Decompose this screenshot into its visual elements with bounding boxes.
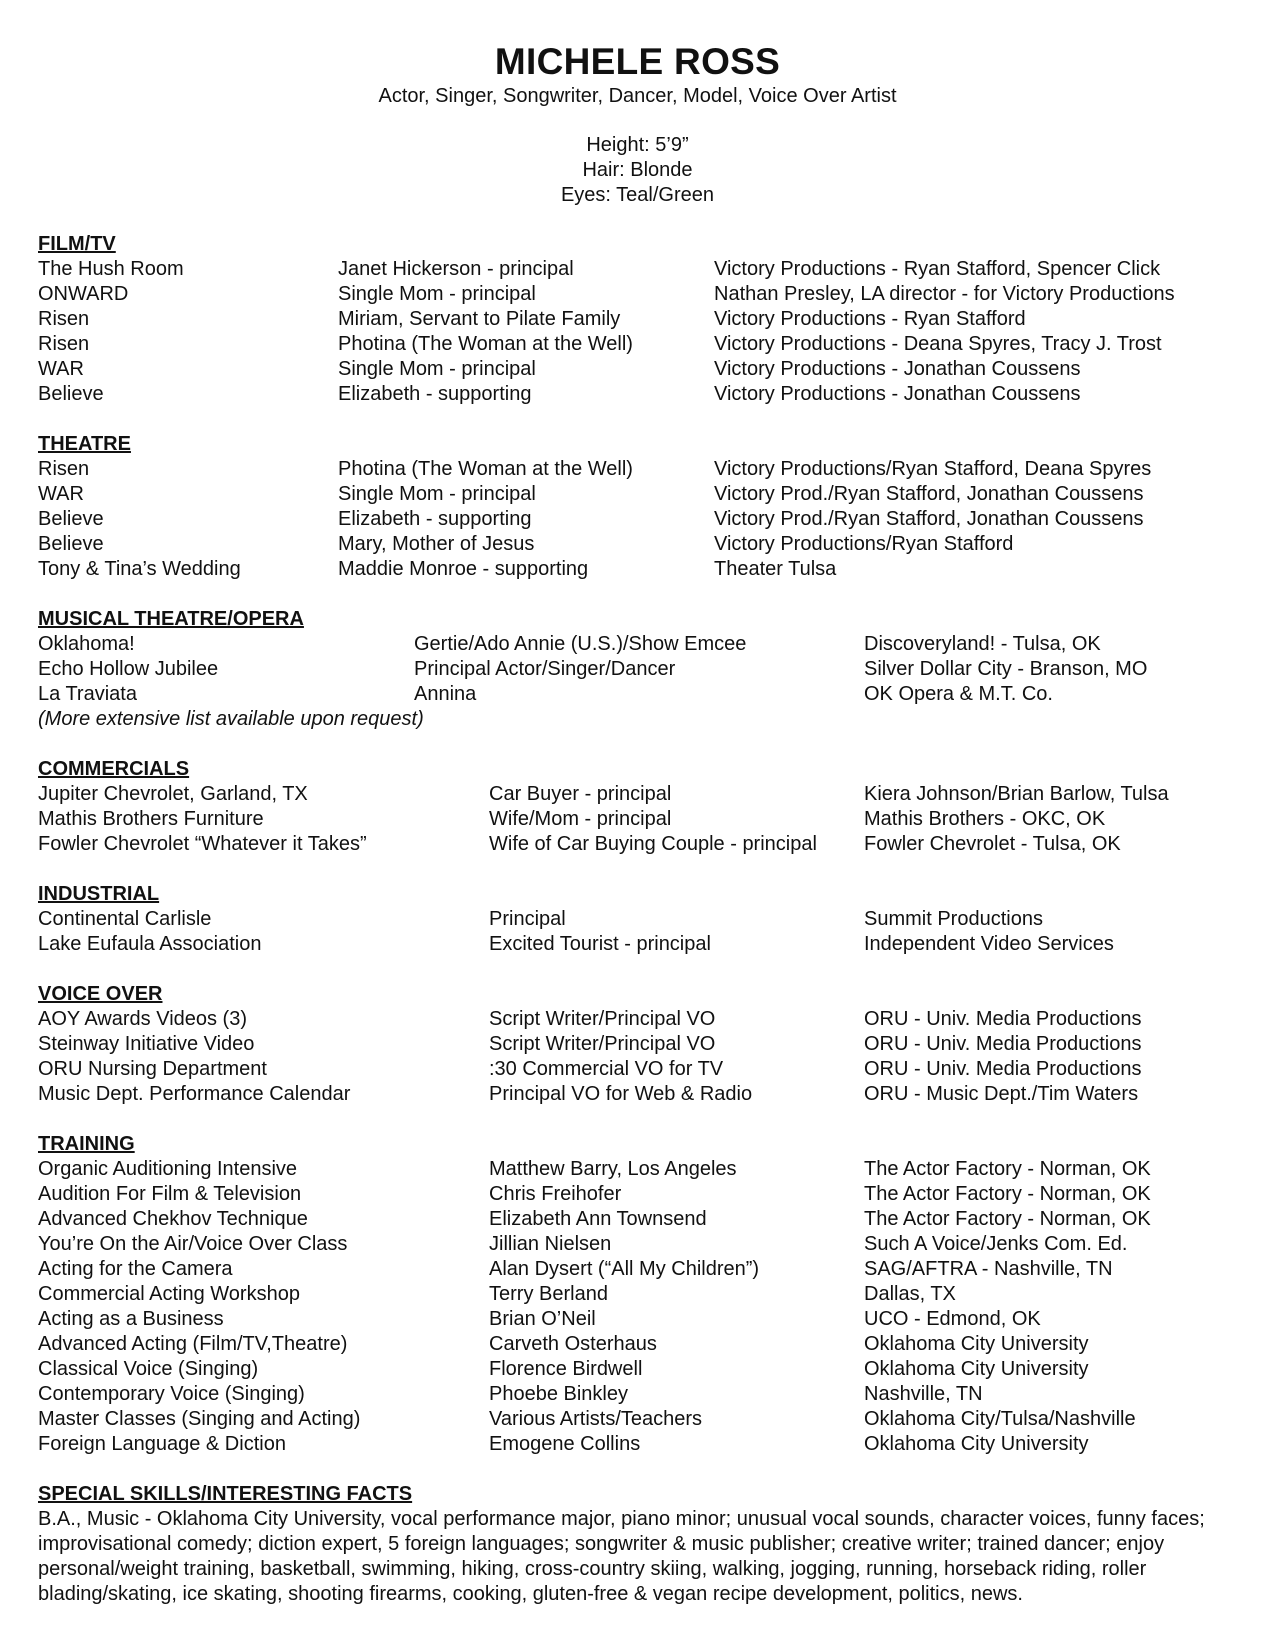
- height-stat: Height: 5’9”: [586, 134, 689, 156]
- credit-project: La Traviata: [38, 683, 137, 705]
- credit-company: ORU - Music Dept./Tim Waters: [864, 1083, 1139, 1105]
- credit-list: [38, 632, 1248, 707]
- credit-row: [38, 257, 1248, 282]
- eyes-stat: Eyes: Teal/Green: [560, 184, 715, 206]
- more-list-note: (More extensive list available upon request): [38, 708, 424, 730]
- credit-project: Tony & Tina’s Wedding: [38, 558, 241, 580]
- credit-company: Mathis Brothers - OKC, OK: [864, 808, 1106, 830]
- credit-project: Believe: [38, 508, 104, 530]
- credit-role: Janet Hickerson - principal: [338, 258, 574, 280]
- section-voice-over: [38, 982, 1248, 1107]
- credit-row: [38, 1282, 1248, 1307]
- credit-row: [38, 332, 1248, 357]
- credit-project: ORU Nursing Department: [38, 1058, 267, 1080]
- credit-row: [38, 832, 1248, 857]
- credit-row: [38, 682, 1248, 707]
- credit-project: Master Classes (Singing and Acting): [38, 1408, 361, 1430]
- credit-project: Echo Hollow Jubilee: [38, 658, 219, 680]
- credit-row: [38, 1057, 1248, 1082]
- credit-role: Florence Birdwell: [489, 1358, 643, 1380]
- credit-project: Steinway Initiative Video: [38, 1033, 255, 1055]
- credit-project: Classical Voice (Singing): [38, 1358, 259, 1380]
- credit-row: [38, 1007, 1248, 1032]
- section-commercials: [38, 757, 1248, 857]
- section-theatre: [38, 432, 1248, 582]
- section-title: COMMERCIALS: [38, 758, 190, 780]
- credit-company: Victory Productions - Jonathan Coussens: [714, 383, 1081, 405]
- credit-project: Contemporary Voice (Singing): [38, 1383, 305, 1405]
- credit-project: Believe: [38, 533, 104, 555]
- credit-row: [38, 557, 1248, 582]
- credit-role: Script Writer/Principal VO: [489, 1033, 716, 1055]
- actor-name: MICHELE ROSS: [494, 41, 781, 82]
- section-industrial: [38, 882, 1248, 957]
- credit-role: Car Buyer - principal: [489, 783, 672, 805]
- credit-company: OK Opera & M.T. Co.: [864, 683, 1053, 705]
- credit-row: [38, 1332, 1248, 1357]
- credit-company: Summit Productions: [864, 908, 1043, 930]
- credit-company: Such A Voice/Jenks Com. Ed.: [864, 1233, 1128, 1255]
- credit-row: [38, 457, 1248, 482]
- credit-role: Single Mom - principal: [338, 358, 536, 380]
- section-title: TRAINING: [38, 1133, 135, 1155]
- credit-company: Silver Dollar City - Branson, MO: [864, 658, 1148, 680]
- credit-role: Excited Tourist - principal: [489, 933, 711, 955]
- resume-header: [0, 40, 1275, 208]
- credit-role: Elizabeth Ann Townsend: [489, 1208, 707, 1230]
- credit-role: Maddie Monroe - supporting: [338, 558, 589, 580]
- credit-role: Phoebe Binkley: [489, 1383, 628, 1405]
- credit-project: Jupiter Chevrolet, Garland, TX: [38, 783, 308, 805]
- credit-role: Emogene Collins: [489, 1433, 641, 1455]
- section-title: VOICE OVER: [38, 983, 163, 1005]
- section-musical-theatre: [38, 607, 1248, 732]
- credit-role: Alan Dysert (“All My Children”): [489, 1258, 760, 1280]
- credit-company: Victory Prod./Ryan Stafford, Jonathan Coussens: [714, 483, 1144, 505]
- credit-project: Music Dept. Performance Calendar: [38, 1083, 351, 1105]
- credit-project: Organic Auditioning Intensive: [38, 1158, 298, 1180]
- credit-row: [38, 1082, 1248, 1107]
- credit-project: AOY Awards Videos (3): [38, 1008, 248, 1030]
- credit-project: Risen: [38, 308, 90, 330]
- credit-role: Chris Freihofer: [489, 1183, 622, 1205]
- credit-company: Oklahoma City University: [864, 1433, 1089, 1455]
- credit-role: Script Writer/Principal VO: [489, 1008, 716, 1030]
- credit-row: [38, 1157, 1248, 1182]
- credit-company: Fowler Chevrolet - Tulsa, OK: [864, 833, 1121, 855]
- credit-list: [38, 457, 1248, 582]
- section-film-tv: [38, 232, 1248, 407]
- credit-company: ORU - Univ. Media Productions: [864, 1008, 1142, 1030]
- credit-row: [38, 1432, 1248, 1457]
- credit-role: Photina (The Woman at the Well): [338, 458, 633, 480]
- resume-body: [38, 232, 1248, 1632]
- credit-role: Elizabeth - supporting: [338, 383, 532, 405]
- credit-list: [38, 782, 1248, 857]
- credit-company: Victory Productions - Ryan Stafford, Spencer Click: [714, 258, 1161, 280]
- credit-list: [38, 1157, 1248, 1457]
- section-title: SPECIAL SKILLS/INTERESTING FACTS: [38, 1483, 413, 1505]
- credit-role: Elizabeth - supporting: [338, 508, 532, 530]
- credit-role: Matthew Barry, Los Angeles: [489, 1158, 737, 1180]
- section-training: [38, 1132, 1248, 1457]
- credit-company: ORU - Univ. Media Productions: [864, 1058, 1142, 1080]
- credit-role: Wife of Car Buying Couple - principal: [489, 833, 817, 855]
- credit-role: Jillian Nielsen: [489, 1233, 612, 1255]
- credit-project: ONWARD: [38, 283, 129, 305]
- credit-role: Mary, Mother of Jesus: [338, 533, 535, 555]
- credit-row: [38, 807, 1248, 832]
- credit-company: Discoveryland! - Tulsa, OK: [864, 633, 1101, 655]
- credit-role: Principal: [489, 908, 566, 930]
- credit-row: [38, 507, 1248, 532]
- credit-list: [38, 1007, 1248, 1107]
- credit-project: Advanced Chekhov Technique: [38, 1208, 308, 1230]
- credit-company: UCO - Edmond, OK: [864, 1308, 1041, 1330]
- credit-company: Dallas, TX: [864, 1283, 956, 1305]
- credit-company: Oklahoma City University: [864, 1358, 1089, 1380]
- credit-project: Advanced Acting (Film/TV,Theatre): [38, 1333, 348, 1355]
- section-title: THEATRE: [38, 433, 131, 455]
- credit-company: SAG/AFTRA - Nashville, TN: [864, 1258, 1113, 1280]
- credit-project: Audition For Film & Television: [38, 1183, 302, 1205]
- credit-role: Annina: [414, 683, 477, 705]
- credit-project: Acting as a Business: [38, 1308, 224, 1330]
- credit-row: [38, 382, 1248, 407]
- section-title: FILM/TV: [38, 233, 116, 255]
- credit-project: Acting for the Camera: [38, 1258, 233, 1280]
- credit-company: Oklahoma City University: [864, 1333, 1089, 1355]
- credit-company: Victory Prod./Ryan Stafford, Jonathan Coussens: [714, 508, 1144, 530]
- credit-role: Brian O’Neil: [489, 1308, 596, 1330]
- credit-list: [38, 257, 1248, 407]
- credit-company: Nashville, TN: [864, 1383, 983, 1405]
- credit-company: Nathan Presley, LA director - for Victory Productions: [714, 283, 1175, 305]
- credit-row: [38, 1407, 1248, 1432]
- actor-titles: Actor, Singer, Songwriter, Dancer, Model, Voice Over Artist: [378, 85, 897, 107]
- physical-stats: [0, 133, 1275, 208]
- credit-company: Victory Productions/Ryan Stafford: [714, 533, 1014, 555]
- credit-row: [38, 632, 1248, 657]
- credit-row: [38, 357, 1248, 382]
- credit-project: Foreign Language & Diction: [38, 1433, 286, 1455]
- credit-row: [38, 1232, 1248, 1257]
- credit-role: :30 Commercial VO for TV: [489, 1058, 724, 1080]
- section-title: INDUSTRIAL: [38, 883, 160, 905]
- credit-row: [38, 307, 1248, 332]
- credit-company: The Actor Factory - Norman, OK: [864, 1158, 1151, 1180]
- credit-project: Continental Carlisle: [38, 908, 212, 930]
- credit-role: Miriam, Servant to Pilate Family: [338, 308, 621, 330]
- credit-company: Victory Productions - Deana Spyres, Tracy J. Trost: [714, 333, 1162, 355]
- credit-row: [38, 657, 1248, 682]
- credit-row: [38, 782, 1248, 807]
- credit-project: WAR: [38, 358, 84, 380]
- credit-company: Victory Productions - Jonathan Coussens: [714, 358, 1081, 380]
- credit-company: Independent Video Services: [864, 933, 1114, 955]
- credit-company: Oklahoma City/Tulsa/Nashville: [864, 1408, 1136, 1430]
- credit-project: You’re On the Air/Voice Over Class: [38, 1233, 348, 1255]
- credit-role: Gertie/Ado Annie (U.S.)/Show Emcee: [414, 633, 747, 655]
- section-title: MUSICAL THEATRE/OPERA: [38, 608, 304, 630]
- credit-row: [38, 1257, 1248, 1282]
- credit-row: [38, 1382, 1248, 1407]
- credit-role: Wife/Mom - principal: [489, 808, 672, 830]
- credit-project: Mathis Brothers Furniture: [38, 808, 264, 830]
- credit-row: [38, 1207, 1248, 1232]
- section-special-skills: [38, 1482, 1248, 1607]
- credit-role: Single Mom - principal: [338, 483, 536, 505]
- credit-company: Victory Productions/Ryan Stafford, Deana Spyres: [714, 458, 1152, 480]
- credit-company: The Actor Factory - Norman, OK: [864, 1183, 1151, 1205]
- credit-row: [38, 907, 1248, 932]
- credit-row: [38, 1307, 1248, 1332]
- credit-row: [38, 1032, 1248, 1057]
- credit-project: Risen: [38, 333, 90, 355]
- hair-stat: Hair: Blonde: [582, 159, 693, 181]
- credit-role: Terry Berland: [489, 1283, 608, 1305]
- credit-role: Carveth Osterhaus: [489, 1333, 657, 1355]
- credit-project: Risen: [38, 458, 90, 480]
- credit-company: Victory Productions - Ryan Stafford: [714, 308, 1026, 330]
- credit-list: [38, 907, 1248, 957]
- credit-row: [38, 532, 1248, 557]
- credit-project: Fowler Chevrolet “Whatever it Takes”: [38, 833, 367, 855]
- credit-company: ORU - Univ. Media Productions: [864, 1033, 1142, 1055]
- credit-project: Believe: [38, 383, 104, 405]
- credit-role: Photina (The Woman at the Well): [338, 333, 633, 355]
- skills-paragraph: B.A., Music - Oklahoma City University, vocal performance major, piano minor; unusual vocal sounds, character voices, funny faces; improvisational comedy; diction expert, 5 foreign languages; songwriter & music publisher; creative writer; trained dancer; enjoy personal/weight training, basketball, swimming, hiking, cross-country skiing, walking, jogging, running, horseback riding, roller blading/skating, ice skating, shooting firearms, cooking, gluten-free & vegan recipe development, politics, news.: [38, 1508, 1205, 1605]
- credit-project: Commercial Acting Workshop: [38, 1283, 300, 1305]
- credit-company: Theater Tulsa: [714, 558, 837, 580]
- credit-row: [38, 1182, 1248, 1207]
- credit-project: Oklahoma!: [38, 633, 135, 655]
- credit-row: [38, 1357, 1248, 1382]
- credit-project: The Hush Room: [38, 258, 184, 280]
- credit-company: The Actor Factory - Norman, OK: [864, 1208, 1151, 1230]
- credit-role: Principal Actor/Singer/Dancer: [414, 658, 676, 680]
- credit-role: Single Mom - principal: [338, 283, 536, 305]
- credit-project: WAR: [38, 483, 84, 505]
- credit-role: Principal VO for Web & Radio: [489, 1083, 753, 1105]
- credit-project: Lake Eufaula Association: [38, 933, 262, 955]
- credit-role: Various Artists/Teachers: [489, 1408, 703, 1430]
- credit-company: Kiera Johnson/Brian Barlow, Tulsa: [864, 783, 1169, 805]
- credit-row: [38, 482, 1248, 507]
- credit-row: [38, 932, 1248, 957]
- credit-row: [38, 282, 1248, 307]
